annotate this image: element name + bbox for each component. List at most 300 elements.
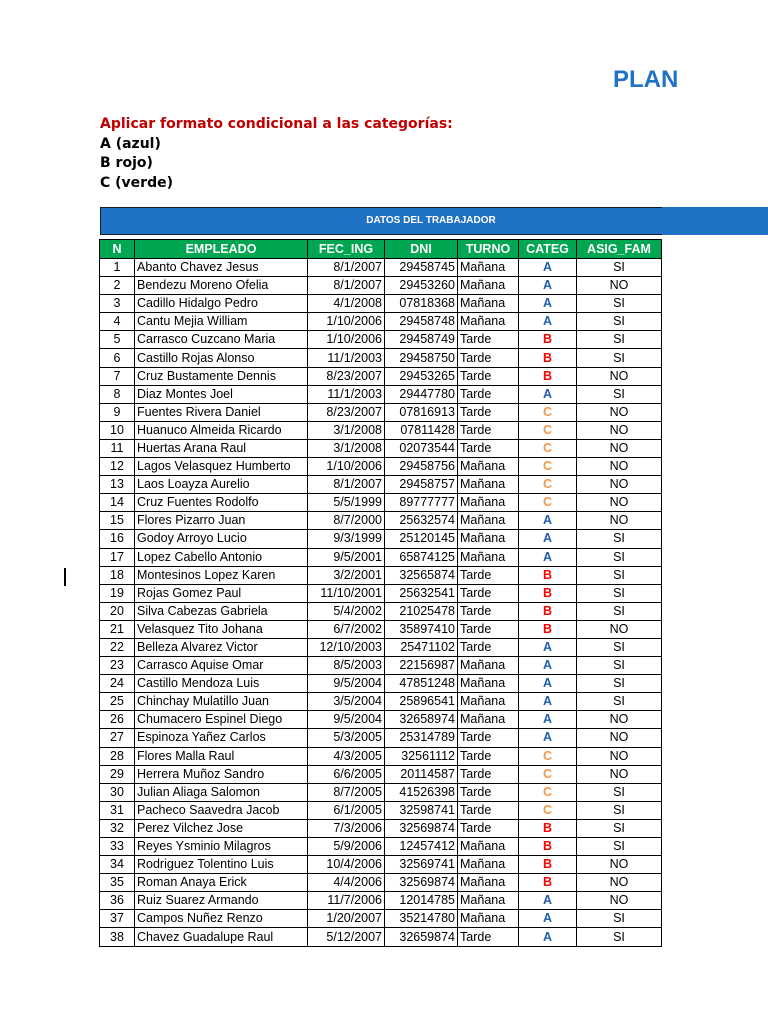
cell-fec-ing[interactable]: 5/3/2005 [308, 729, 385, 747]
cell-dni[interactable]: 32569741 [385, 856, 458, 874]
cell-dni[interactable]: 25632574 [385, 512, 458, 530]
cell-dni[interactable]: 65874125 [385, 548, 458, 566]
cell-turno[interactable]: Mañana [458, 512, 519, 530]
cell-n[interactable]: 32 [100, 819, 135, 837]
cell-asig-fam[interactable]: SI [577, 819, 662, 837]
cell-fec-ing[interactable]: 11/10/2001 [308, 584, 385, 602]
cell-categ[interactable]: B [519, 584, 577, 602]
cell-n[interactable]: 1 [100, 259, 135, 277]
cell-turno[interactable]: Tarde [458, 403, 519, 421]
cell-fec-ing[interactable]: 1/10/2006 [308, 458, 385, 476]
page-title: PLAN [613, 66, 679, 93]
table-row [100, 584, 662, 602]
table-row [100, 476, 662, 494]
cell-fec-ing[interactable]: 5/9/2006 [308, 838, 385, 856]
cell-turno[interactable]: Mañana [458, 693, 519, 711]
cell-categ[interactable]: B [519, 566, 577, 584]
cell-fec-ing[interactable]: 1/10/2006 [308, 331, 385, 349]
cell-asig-fam[interactable]: NO [577, 421, 662, 439]
cell-fec-ing[interactable]: 8/1/2007 [308, 259, 385, 277]
table-row [100, 367, 662, 385]
cell-n[interactable]: 23 [100, 657, 135, 675]
column-header-asig-fam[interactable]: ASIG_FAM [577, 240, 662, 259]
cell-turno[interactable]: Tarde [458, 819, 519, 837]
cell-dni[interactable]: 20114587 [385, 765, 458, 783]
cell-empleado[interactable]: Campos Nuñez Renzo [135, 910, 308, 928]
table-row [100, 657, 662, 675]
cell-n[interactable]: 10 [100, 421, 135, 439]
table-row [100, 711, 662, 729]
cell-dni[interactable]: 07818368 [385, 295, 458, 313]
cell-turno[interactable]: Mañana [458, 277, 519, 295]
cell-asig-fam[interactable]: NO [577, 620, 662, 638]
cell-fec-ing[interactable]: 8/23/2007 [308, 367, 385, 385]
cell-turno[interactable]: Mañana [458, 675, 519, 693]
cell-asig-fam[interactable]: SI [577, 566, 662, 584]
cell-fec-ing[interactable]: 3/2/2001 [308, 566, 385, 584]
cell-dni[interactable]: 32565874 [385, 566, 458, 584]
cell-dni[interactable]: 29458745 [385, 259, 458, 277]
table-row [100, 910, 662, 928]
cell-empleado[interactable]: Velasquez Tito Johana [135, 620, 308, 638]
cell-dni[interactable]: 22156987 [385, 657, 458, 675]
cell-asig-fam[interactable]: NO [577, 512, 662, 530]
cell-fec-ing[interactable]: 3/1/2008 [308, 439, 385, 457]
cell-turno[interactable]: Mañana [458, 711, 519, 729]
cell-asig-fam[interactable]: SI [577, 385, 662, 403]
cell-categ[interactable]: C [519, 458, 577, 476]
cell-dni[interactable]: 12457412 [385, 838, 458, 856]
cell-turno[interactable]: Tarde [458, 783, 519, 801]
cell-categ[interactable]: A [519, 657, 577, 675]
cell-categ[interactable]: A [519, 313, 577, 331]
cell-empleado[interactable]: Lopez Cabello Antonio [135, 548, 308, 566]
cell-turno[interactable]: Tarde [458, 620, 519, 638]
cell-turno[interactable]: Tarde [458, 331, 519, 349]
cell-n[interactable]: 12 [100, 458, 135, 476]
cell-asig-fam[interactable]: NO [577, 439, 662, 457]
cell-turno[interactable]: Tarde [458, 602, 519, 620]
cell-empleado[interactable]: Rojas Gomez Paul [135, 584, 308, 602]
cell-dni[interactable]: 32569874 [385, 819, 458, 837]
cell-fec-ing[interactable]: 12/10/2003 [308, 638, 385, 656]
cell-fec-ing[interactable]: 9/5/2004 [308, 711, 385, 729]
cell-n[interactable]: 26 [100, 711, 135, 729]
cell-fec-ing[interactable]: 3/5/2004 [308, 693, 385, 711]
cell-categ[interactable]: B [519, 874, 577, 892]
cell-turno[interactable]: Mañana [458, 494, 519, 512]
cell-turno[interactable]: Mañana [458, 530, 519, 548]
cell-empleado[interactable]: Abanto Chavez Jesus [135, 259, 308, 277]
cell-asig-fam[interactable]: NO [577, 747, 662, 765]
cell-empleado[interactable]: Cruz Bustamente Dennis [135, 367, 308, 385]
cell-categ[interactable]: C [519, 476, 577, 494]
cell-empleado[interactable]: Julian Aliaga Salomon [135, 783, 308, 801]
cell-asig-fam[interactable]: NO [577, 277, 662, 295]
cell-categ[interactable]: A [519, 295, 577, 313]
cell-turno[interactable]: Tarde [458, 638, 519, 656]
cell-turno[interactable]: Mañana [458, 910, 519, 928]
cell-turno[interactable]: Mañana [458, 657, 519, 675]
cell-asig-fam[interactable]: SI [577, 331, 662, 349]
text-cursor [64, 568, 66, 586]
cell-empleado[interactable]: Perez Vilchez Jose [135, 819, 308, 837]
cell-asig-fam[interactable]: SI [577, 548, 662, 566]
table-row [100, 874, 662, 892]
cell-dni[interactable]: 29458748 [385, 313, 458, 331]
table-row [100, 729, 662, 747]
cell-categ[interactable]: B [519, 856, 577, 874]
cell-dni[interactable]: 25120145 [385, 530, 458, 548]
cell-dni[interactable]: 29458749 [385, 331, 458, 349]
cell-n[interactable]: 5 [100, 331, 135, 349]
cell-empleado[interactable]: Espinoza Yañez Carlos [135, 729, 308, 747]
cell-empleado[interactable]: Silva Cabezas Gabriela [135, 602, 308, 620]
cell-categ[interactable]: B [519, 367, 577, 385]
cell-fec-ing[interactable]: 9/5/2001 [308, 548, 385, 566]
cell-n[interactable]: 33 [100, 838, 135, 856]
cell-empleado[interactable]: Cantu Mejia William [135, 313, 308, 331]
cell-categ[interactable]: C [519, 765, 577, 783]
cell-asig-fam[interactable]: SI [577, 838, 662, 856]
cell-n[interactable]: 20 [100, 602, 135, 620]
cell-dni[interactable]: 12014785 [385, 892, 458, 910]
cell-dni[interactable]: 02073544 [385, 439, 458, 457]
cell-empleado[interactable]: Cadillo Hidalgo Pedro [135, 295, 308, 313]
cell-fec-ing[interactable]: 5/12/2007 [308, 928, 385, 946]
table-row [100, 801, 662, 819]
cell-turno[interactable]: Tarde [458, 928, 519, 946]
cell-fec-ing[interactable]: 1/10/2006 [308, 313, 385, 331]
cell-dni[interactable]: 89777777 [385, 494, 458, 512]
cell-n[interactable]: 38 [100, 928, 135, 946]
cell-empleado[interactable]: Laos Loayza Aurelio [135, 476, 308, 494]
cell-categ[interactable]: A [519, 530, 577, 548]
cell-turno[interactable]: Tarde [458, 385, 519, 403]
cell-n[interactable]: 6 [100, 349, 135, 367]
cell-categ[interactable]: A [519, 711, 577, 729]
cell-fec-ing[interactable]: 8/7/2005 [308, 783, 385, 801]
cell-empleado[interactable]: Chumacero Espinel Diego [135, 711, 308, 729]
cell-turno[interactable]: Tarde [458, 439, 519, 457]
cell-fec-ing[interactable]: 4/3/2005 [308, 747, 385, 765]
cell-asig-fam[interactable]: SI [577, 783, 662, 801]
cell-n[interactable]: 18 [100, 566, 135, 584]
cell-n[interactable]: 4 [100, 313, 135, 331]
cell-n[interactable]: 11 [100, 439, 135, 457]
cell-n[interactable]: 27 [100, 729, 135, 747]
cell-fec-ing[interactable]: 4/4/2006 [308, 874, 385, 892]
cell-categ[interactable]: A [519, 638, 577, 656]
column-header-dni[interactable]: DNI [385, 240, 458, 259]
cell-fec-ing[interactable]: 6/7/2002 [308, 620, 385, 638]
cell-asig-fam[interactable]: SI [577, 259, 662, 277]
cell-empleado[interactable]: Huertas Arana Raul [135, 439, 308, 457]
cell-dni[interactable]: 29458756 [385, 458, 458, 476]
cell-turno[interactable]: Tarde [458, 421, 519, 439]
instruction-line-a: A (azul) [100, 135, 161, 152]
cell-turno[interactable]: Mañana [458, 313, 519, 331]
cell-n[interactable]: 13 [100, 476, 135, 494]
cell-categ[interactable]: A [519, 259, 577, 277]
cell-categ[interactable]: A [519, 675, 577, 693]
cell-empleado[interactable]: Rodriguez Tolentino Luis [135, 856, 308, 874]
cell-asig-fam[interactable]: NO [577, 874, 662, 892]
cell-n[interactable]: 31 [100, 801, 135, 819]
cell-turno[interactable]: Mañana [458, 476, 519, 494]
cell-empleado[interactable]: Herrera Muñoz Sandro [135, 765, 308, 783]
cell-dni[interactable]: 32598741 [385, 801, 458, 819]
cell-dni[interactable]: 41526398 [385, 783, 458, 801]
group-header: DATOS DEL TRABAJADOR [366, 215, 496, 226]
table-row [100, 439, 662, 457]
cell-fec-ing[interactable]: 10/4/2006 [308, 856, 385, 874]
cell-turno[interactable]: Tarde [458, 747, 519, 765]
cell-fec-ing[interactable]: 8/1/2007 [308, 277, 385, 295]
cell-n[interactable]: 28 [100, 747, 135, 765]
cell-empleado[interactable]: Castillo Mendoza Luis [135, 675, 308, 693]
cell-empleado[interactable]: Carrasco Aquise Omar [135, 657, 308, 675]
cell-empleado[interactable]: Ruiz Suarez Armando [135, 892, 308, 910]
cell-categ[interactable]: A [519, 693, 577, 711]
cell-n[interactable]: 3 [100, 295, 135, 313]
cell-asig-fam[interactable]: SI [577, 657, 662, 675]
cell-asig-fam[interactable]: NO [577, 765, 662, 783]
cell-categ[interactable]: C [519, 403, 577, 421]
cell-n[interactable]: 35 [100, 874, 135, 892]
cell-empleado[interactable]: Chavez Guadalupe Raul [135, 928, 308, 946]
cell-fec-ing[interactable]: 5/5/1999 [308, 494, 385, 512]
cell-dni[interactable]: 29458757 [385, 476, 458, 494]
cell-n[interactable]: 24 [100, 675, 135, 693]
cell-fec-ing[interactable]: 11/1/2003 [308, 349, 385, 367]
cell-n[interactable]: 7 [100, 367, 135, 385]
cell-categ[interactable]: A [519, 910, 577, 928]
cell-fec-ing[interactable]: 8/23/2007 [308, 403, 385, 421]
instructions [100, 115, 453, 193]
cell-empleado[interactable]: Reyes Ysminio Milagros [135, 838, 308, 856]
cell-dni[interactable]: 07811428 [385, 421, 458, 439]
cell-empleado[interactable]: Flores Pizarro Juan [135, 512, 308, 530]
table-row [100, 277, 662, 295]
cell-empleado[interactable]: Fuentes Rivera Daniel [135, 403, 308, 421]
table-row [100, 494, 662, 512]
cell-fec-ing[interactable]: 8/5/2003 [308, 657, 385, 675]
cell-turno[interactable]: Tarde [458, 801, 519, 819]
cell-categ[interactable]: B [519, 331, 577, 349]
cell-categ[interactable]: B [519, 838, 577, 856]
cell-asig-fam[interactable]: SI [577, 349, 662, 367]
cell-fec-ing[interactable]: 8/7/2000 [308, 512, 385, 530]
cell-asig-fam[interactable]: NO [577, 711, 662, 729]
cell-asig-fam[interactable]: SI [577, 584, 662, 602]
table-header-row [100, 240, 662, 259]
column-header-fec-ing[interactable]: FEC_ING [308, 240, 385, 259]
cell-dni[interactable]: 25471102 [385, 638, 458, 656]
cell-categ[interactable]: A [519, 928, 577, 946]
cell-turno[interactable]: Mañana [458, 295, 519, 313]
cell-turno[interactable]: Mañana [458, 548, 519, 566]
cell-dni[interactable]: 32658974 [385, 711, 458, 729]
cell-asig-fam[interactable]: SI [577, 675, 662, 693]
cell-categ[interactable]: A [519, 548, 577, 566]
cell-categ[interactable]: A [519, 892, 577, 910]
cell-empleado[interactable]: Montesinos Lopez Karen [135, 566, 308, 584]
cell-turno[interactable]: Tarde [458, 349, 519, 367]
cell-dni[interactable]: 21025478 [385, 602, 458, 620]
cell-categ[interactable]: C [519, 801, 577, 819]
column-header-categ[interactable]: CATEG [519, 240, 577, 259]
cell-dni[interactable]: 29458750 [385, 349, 458, 367]
cell-turno[interactable]: Tarde [458, 584, 519, 602]
cell-turno[interactable]: Mañana [458, 259, 519, 277]
cell-asig-fam[interactable]: SI [577, 801, 662, 819]
cell-categ[interactable]: C [519, 439, 577, 457]
cell-categ[interactable]: A [519, 385, 577, 403]
cell-categ[interactable]: C [519, 494, 577, 512]
cell-asig-fam[interactable]: NO [577, 458, 662, 476]
table-row [100, 259, 662, 277]
table-row [100, 675, 662, 693]
column-header-empleado[interactable]: EMPLEADO [135, 240, 308, 259]
cell-empleado[interactable]: Cruz Fuentes Rodolfo [135, 494, 308, 512]
cell-dni[interactable]: 32561112 [385, 747, 458, 765]
cell-empleado[interactable]: Belleza Alvarez Victor [135, 638, 308, 656]
cell-n[interactable]: 37 [100, 910, 135, 928]
cell-categ[interactable]: C [519, 421, 577, 439]
cell-categ[interactable]: C [519, 783, 577, 801]
cell-fec-ing[interactable]: 5/4/2002 [308, 602, 385, 620]
cell-fec-ing[interactable]: 1/20/2007 [308, 910, 385, 928]
cell-n[interactable]: 29 [100, 765, 135, 783]
cell-n[interactable]: 34 [100, 856, 135, 874]
cell-dni[interactable]: 32659874 [385, 928, 458, 946]
cell-n[interactable]: 22 [100, 638, 135, 656]
cell-asig-fam[interactable]: NO [577, 729, 662, 747]
cell-dni[interactable]: 29447780 [385, 385, 458, 403]
cell-empleado[interactable]: Roman Anaya Erick [135, 874, 308, 892]
cell-n[interactable]: 19 [100, 584, 135, 602]
cell-empleado[interactable]: Chinchay Mulatillo Juan [135, 693, 308, 711]
cell-turno[interactable]: Tarde [458, 765, 519, 783]
cell-categ[interactable]: A [519, 277, 577, 295]
cell-empleado[interactable]: Castillo Rojas Alonso [135, 349, 308, 367]
cell-asig-fam[interactable]: NO [577, 367, 662, 385]
cell-asig-fam[interactable]: NO [577, 856, 662, 874]
cell-fec-ing[interactable]: 11/7/2006 [308, 892, 385, 910]
cell-categ[interactable]: A [519, 729, 577, 747]
cell-fec-ing[interactable]: 3/1/2008 [308, 421, 385, 439]
cell-turno[interactable]: Tarde [458, 729, 519, 747]
table-row [100, 838, 662, 856]
cell-turno[interactable]: Mañana [458, 458, 519, 476]
cell-dni[interactable]: 35214780 [385, 910, 458, 928]
cell-asig-fam[interactable]: NO [577, 403, 662, 421]
cell-asig-fam[interactable]: NO [577, 494, 662, 512]
cell-n[interactable]: 2 [100, 277, 135, 295]
cell-asig-fam[interactable]: SI [577, 530, 662, 548]
cell-empleado[interactable]: Pacheco Saavedra Jacob [135, 801, 308, 819]
cell-empleado[interactable]: Carrasco Cuzcano Maria [135, 331, 308, 349]
table-row [100, 783, 662, 801]
cell-asig-fam[interactable]: SI [577, 295, 662, 313]
cell-asig-fam[interactable]: NO [577, 476, 662, 494]
instruction-line-b: B rojo) [100, 155, 153, 171]
table-row [100, 819, 662, 837]
cell-fec-ing[interactable]: 6/6/2005 [308, 765, 385, 783]
cell-n[interactable]: 21 [100, 620, 135, 638]
cell-asig-fam[interactable]: SI [577, 638, 662, 656]
cell-n[interactable]: 14 [100, 494, 135, 512]
cell-n[interactable]: 17 [100, 548, 135, 566]
cell-n[interactable]: 36 [100, 892, 135, 910]
cell-n[interactable]: 9 [100, 403, 135, 421]
cell-categ[interactable]: B [519, 602, 577, 620]
cell-n[interactable]: 16 [100, 530, 135, 548]
cell-turno[interactable]: Mañana [458, 874, 519, 892]
cell-turno[interactable]: Mañana [458, 838, 519, 856]
cell-dni[interactable]: 35897410 [385, 620, 458, 638]
cell-fec-ing[interactable]: 11/1/2003 [308, 385, 385, 403]
cell-categ[interactable]: B [519, 349, 577, 367]
cell-fec-ing[interactable]: 6/1/2005 [308, 801, 385, 819]
cell-categ[interactable]: A [519, 512, 577, 530]
cell-asig-fam[interactable]: SI [577, 313, 662, 331]
table-row [100, 385, 662, 403]
cell-dni[interactable]: 29453265 [385, 367, 458, 385]
cell-empleado[interactable]: Diaz Montes Joel [135, 385, 308, 403]
cell-n[interactable]: 25 [100, 693, 135, 711]
cell-categ[interactable]: C [519, 747, 577, 765]
cell-categ[interactable]: B [519, 620, 577, 638]
cell-asig-fam[interactable]: SI [577, 693, 662, 711]
cell-dni[interactable]: 25896541 [385, 693, 458, 711]
cell-turno[interactable]: Tarde [458, 367, 519, 385]
cell-dni[interactable]: 25314789 [385, 729, 458, 747]
cell-n[interactable]: 8 [100, 385, 135, 403]
cell-empleado[interactable]: Lagos Velasquez Humberto [135, 458, 308, 476]
cell-empleado[interactable]: Bendezu Moreno Ofelia [135, 277, 308, 295]
cell-asig-fam[interactable]: SI [577, 602, 662, 620]
cell-fec-ing[interactable]: 8/1/2007 [308, 476, 385, 494]
cell-empleado[interactable]: Huanuco Almeida Ricardo [135, 421, 308, 439]
cell-empleado[interactable]: Godoy Arroyo Lucio [135, 530, 308, 548]
cell-asig-fam[interactable]: SI [577, 910, 662, 928]
cell-categ[interactable]: B [519, 819, 577, 837]
cell-turno[interactable]: Mañana [458, 856, 519, 874]
cell-turno[interactable]: Mañana [458, 892, 519, 910]
cell-empleado[interactable]: Flores Malla Raul [135, 747, 308, 765]
column-header-turno[interactable]: TURNO [458, 240, 519, 259]
table-row [100, 856, 662, 874]
cell-asig-fam[interactable]: NO [577, 892, 662, 910]
cell-fec-ing[interactable]: 9/3/1999 [308, 530, 385, 548]
cell-dni[interactable]: 25632541 [385, 584, 458, 602]
cell-fec-ing[interactable]: 7/3/2006 [308, 819, 385, 837]
cell-n[interactable]: 15 [100, 512, 135, 530]
cell-dni[interactable]: 32569874 [385, 874, 458, 892]
column-header-n[interactable]: N [100, 240, 135, 259]
cell-fec-ing[interactable]: 9/5/2004 [308, 675, 385, 693]
cell-asig-fam[interactable]: SI [577, 928, 662, 946]
cell-fec-ing[interactable]: 4/1/2008 [308, 295, 385, 313]
cell-dni[interactable]: 47851248 [385, 675, 458, 693]
cell-turno[interactable]: Tarde [458, 566, 519, 584]
cell-n[interactable]: 30 [100, 783, 135, 801]
table-row [100, 747, 662, 765]
cell-dni[interactable]: 29453260 [385, 277, 458, 295]
cell-dni[interactable]: 07816913 [385, 403, 458, 421]
